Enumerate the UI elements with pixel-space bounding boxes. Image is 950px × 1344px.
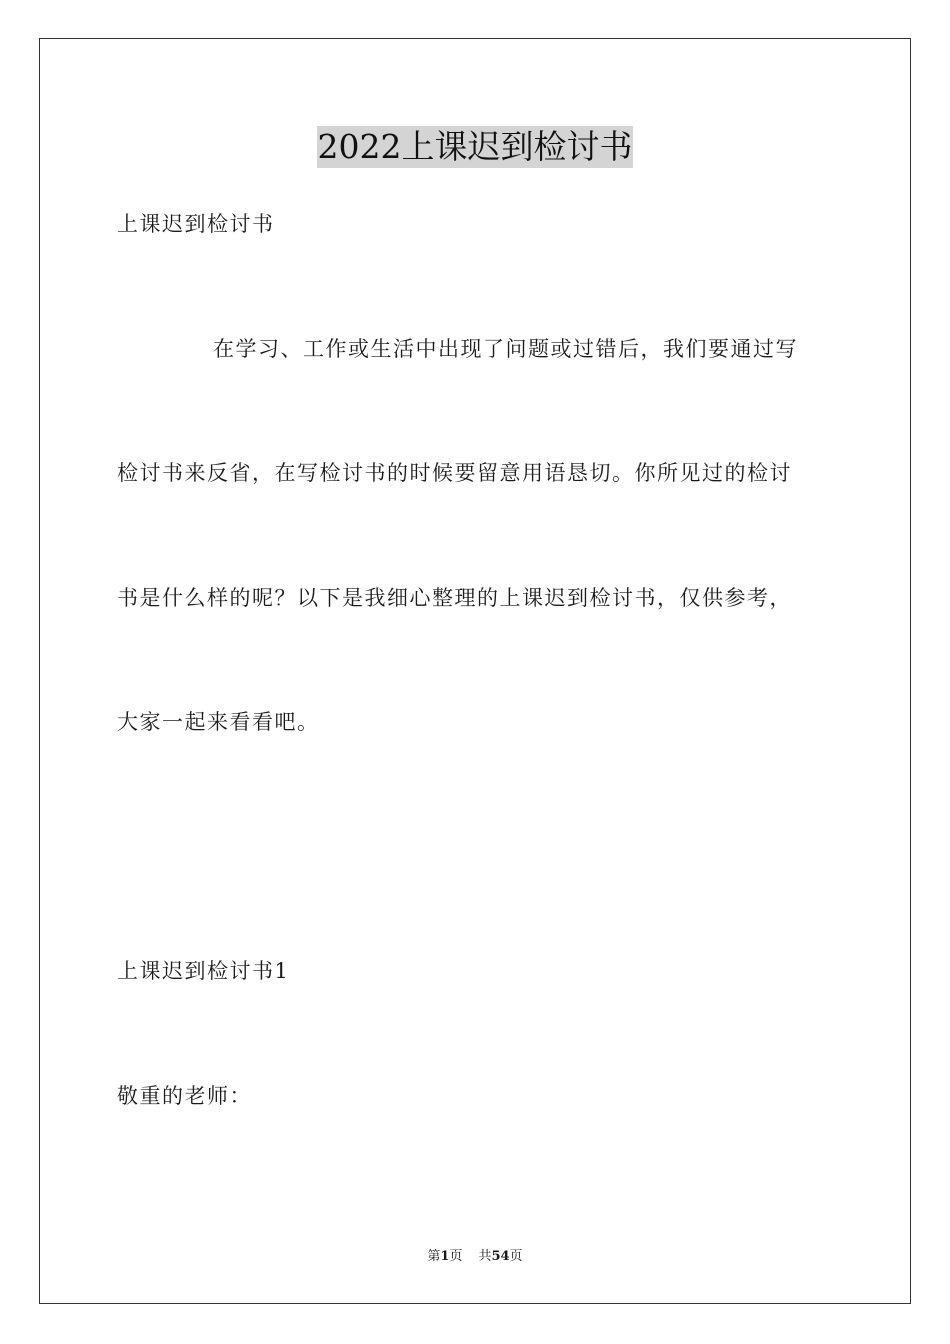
- document-title: 2022上课迟到检讨书: [317, 127, 633, 166]
- footer-page-number: 1: [440, 1249, 450, 1264]
- paragraph-line: 在学习、工作或生活中出现了问题或过错后，我们要通过写: [213, 337, 798, 361]
- paragraph-line: 书是什么样的呢？以下是我细心整理的上课迟到检讨书，仅供参考，: [117, 586, 792, 610]
- salutation-line: 敬重的老师：: [117, 1084, 252, 1108]
- title-container: [0, 126, 950, 168]
- footer-total-unit: 页: [509, 1249, 523, 1264]
- paragraph-line: 检讨书来反省，在写检讨书的时候要留意用语恳切。你所见过的检讨: [117, 461, 792, 485]
- footer-total-pages: 54: [491, 1249, 510, 1264]
- footer-total-prefix: 共: [478, 1249, 492, 1264]
- footer-page-unit: 页: [449, 1249, 463, 1264]
- page-footer: [0, 1248, 950, 1266]
- paragraph-line: 大家一起来看看吧。: [117, 710, 320, 734]
- section-heading: 上课迟到检讨书1: [117, 959, 290, 983]
- subtitle-line: 上课迟到检讨书: [117, 212, 275, 236]
- footer-page-prefix: 第: [427, 1249, 441, 1264]
